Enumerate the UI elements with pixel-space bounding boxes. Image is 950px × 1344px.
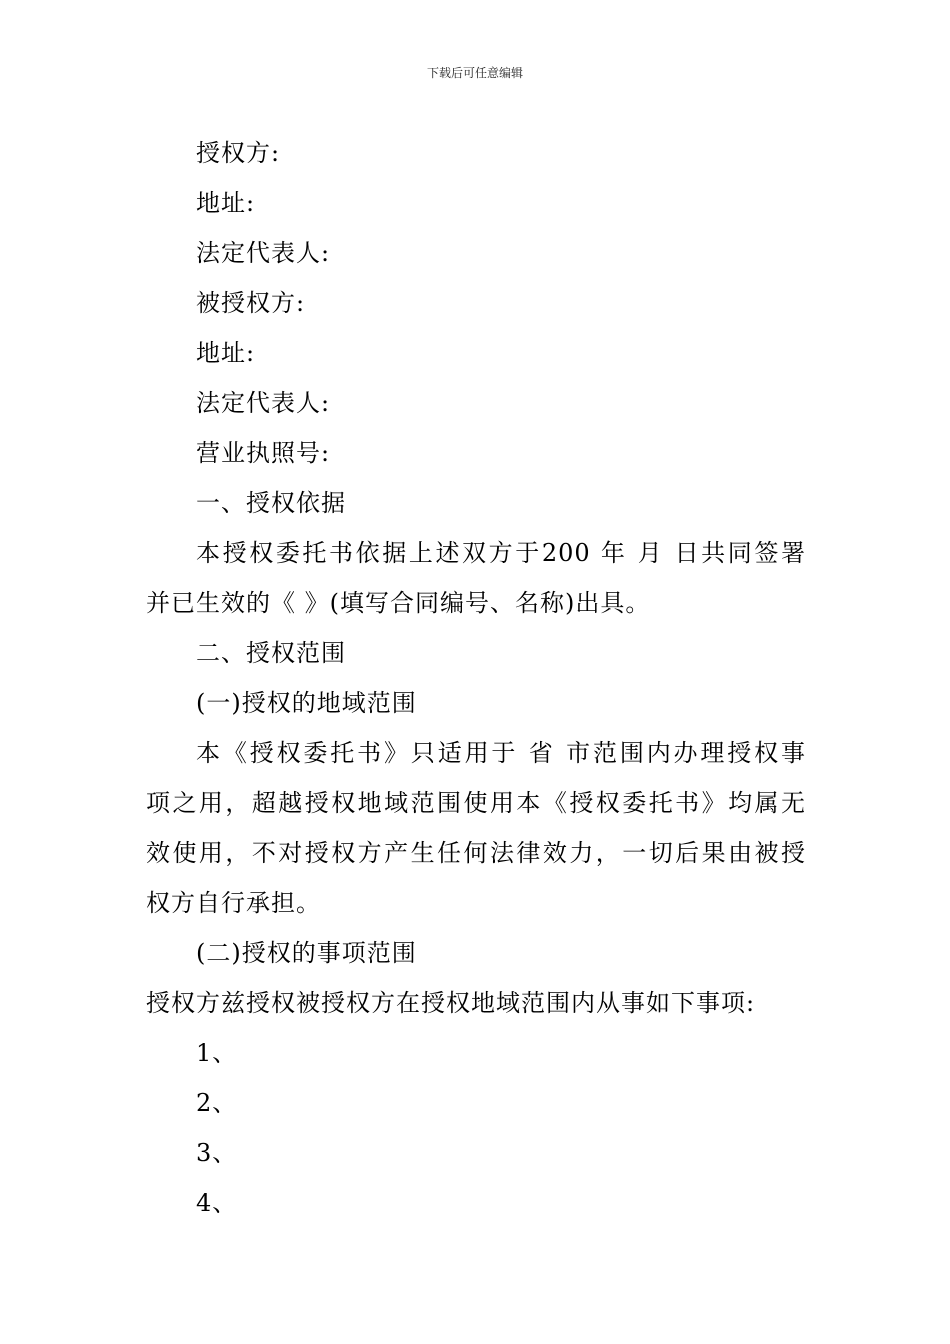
subsection-1-text-line-3: 效使用，不对授权方产生任何法律效力，一切后果由被授 [146,839,806,867]
page-header: 下载后可任意编辑 [426,66,523,80]
party-a-representative: 法定代表人: [196,239,331,267]
list-item: 4、 [196,1189,238,1217]
subsection-2-text-line-1: 授权方兹授权被授权方在授权地域范围内从事如下事项: [146,989,756,1017]
section-1-text-line-1: 本授权委托书依据上述双方于200 年 月 日共同签署 [196,539,806,567]
party-a-address: 地址: [196,189,256,217]
subsection-1-text-line-4: 权方自行承担。 [146,889,321,917]
subsection-2-title: (二)授权的事项范围 [196,939,417,967]
section-1-text-line-2: 并已生效的《 》(填写合同编号、名称)出具。 [146,589,651,617]
party-b-label: 被授权方: [196,289,306,317]
party-b-representative: 法定代表人: [196,389,331,417]
section-2-title: 二、授权范围 [196,639,346,667]
business-license-number: 营业执照号: [196,439,331,467]
list-item: 2、 [196,1089,238,1117]
list-item: 1、 [196,1039,238,1067]
party-b-address: 地址: [196,339,256,367]
subsection-1-text-line-1: 本《授权委托书》只适用于 省 市范围内办理授权事 [196,739,806,767]
section-1-title: 一、授权依据 [196,489,346,517]
list-item: 3、 [196,1139,238,1167]
party-a-label: 授权方: [196,139,281,167]
subsection-1-title: (一)授权的地域范围 [196,689,417,717]
subsection-1-text-line-2: 项之用，超越授权地域范围使用本《授权委托书》均属无 [146,789,806,817]
document-body [146,128,806,1228]
